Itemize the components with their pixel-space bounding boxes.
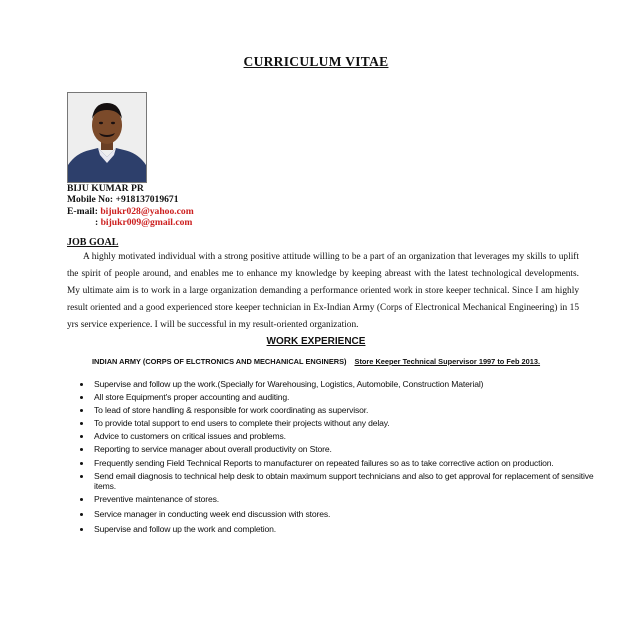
list-item: • Advice to customers on critical issues and problems.	[92, 431, 597, 441]
employer-name: INDIAN ARMY (CORPS OF ELCTRONICS AND MECHANICAL ENGINERS)	[91, 357, 347, 366]
email-line-2	[67, 217, 194, 228]
candidate-name: BIJU KUMAR PR	[67, 183, 144, 194]
list-item: • Supervise and follow up the work and completion.	[92, 524, 597, 534]
profile-photo	[67, 92, 147, 183]
list-item: • All store Equipment's proper accounting and auditing.	[92, 392, 597, 402]
duties-list	[79, 379, 597, 537]
contact-block	[67, 183, 194, 228]
list-item: • Send email diagnosis to technical help desk to obtain maximum support technicians and also to get approval for replacement of sensitive items.	[92, 471, 597, 492]
mobile-number: Mobile No: +918137019671	[67, 194, 179, 206]
job-goal-heading: JOB GOAL	[67, 237, 119, 248]
work-experience-heading: WORK EXPERIENCE	[266, 336, 366, 347]
list-item: • To lead of store handling & responsible for work coordinating as supervisor.	[92, 405, 597, 415]
list-item: • To provide total support to end users to complete their projects without any delay.	[92, 418, 597, 428]
list-item: • Frequently sending Field Technical Reports to manufacturer on repeated failures so as to take corrective action on production.	[92, 458, 597, 468]
cv-title: CURRICULUM VITAE	[243, 54, 389, 69]
email-link-gmail[interactable]: bijukr009@gmail.com	[100, 216, 193, 228]
email-line-1	[67, 206, 194, 217]
email-label: E-mail:	[67, 205, 101, 217]
list-item: • Reporting to service manager about overall productivity on Store.	[92, 444, 597, 454]
job-goal-text: A highly motivated individual with a strong positive attitude willing to be a part of an organization that leverages my skills to uplift the spirit of people around, and enables me to enhance my knowledge by keeping abreast with the latest technological developments. My ultimate aim is to work in a large organization demanding a performance oriented work in store keeper technical. Since I am highly result oriented and a good experienced store keeper technician in Ex-Indian Army (Corps of Electronical Mechanical Engineering) in 15 yrs service experience. I will be successful in my result-oriented organization.	[67, 252, 579, 330]
employer-line	[0, 357, 632, 366]
email-link-yahoo[interactable]: bijukr028@yahoo.com	[100, 205, 194, 217]
email-separator: :	[95, 216, 101, 228]
job-role-period: Store Keeper Technical Supervisor 1997 to Feb 2013.	[354, 357, 541, 366]
person-portrait-icon	[68, 93, 146, 182]
list-item: • Supervise and follow up the work.(Specially for Warehousing, Logistics, Automobile, Construction Material)	[92, 379, 597, 389]
list-item: • Preventive maintenance of stores.	[92, 494, 597, 504]
list-item: • Service manager in conducting week end discussion with stores.	[92, 509, 597, 519]
